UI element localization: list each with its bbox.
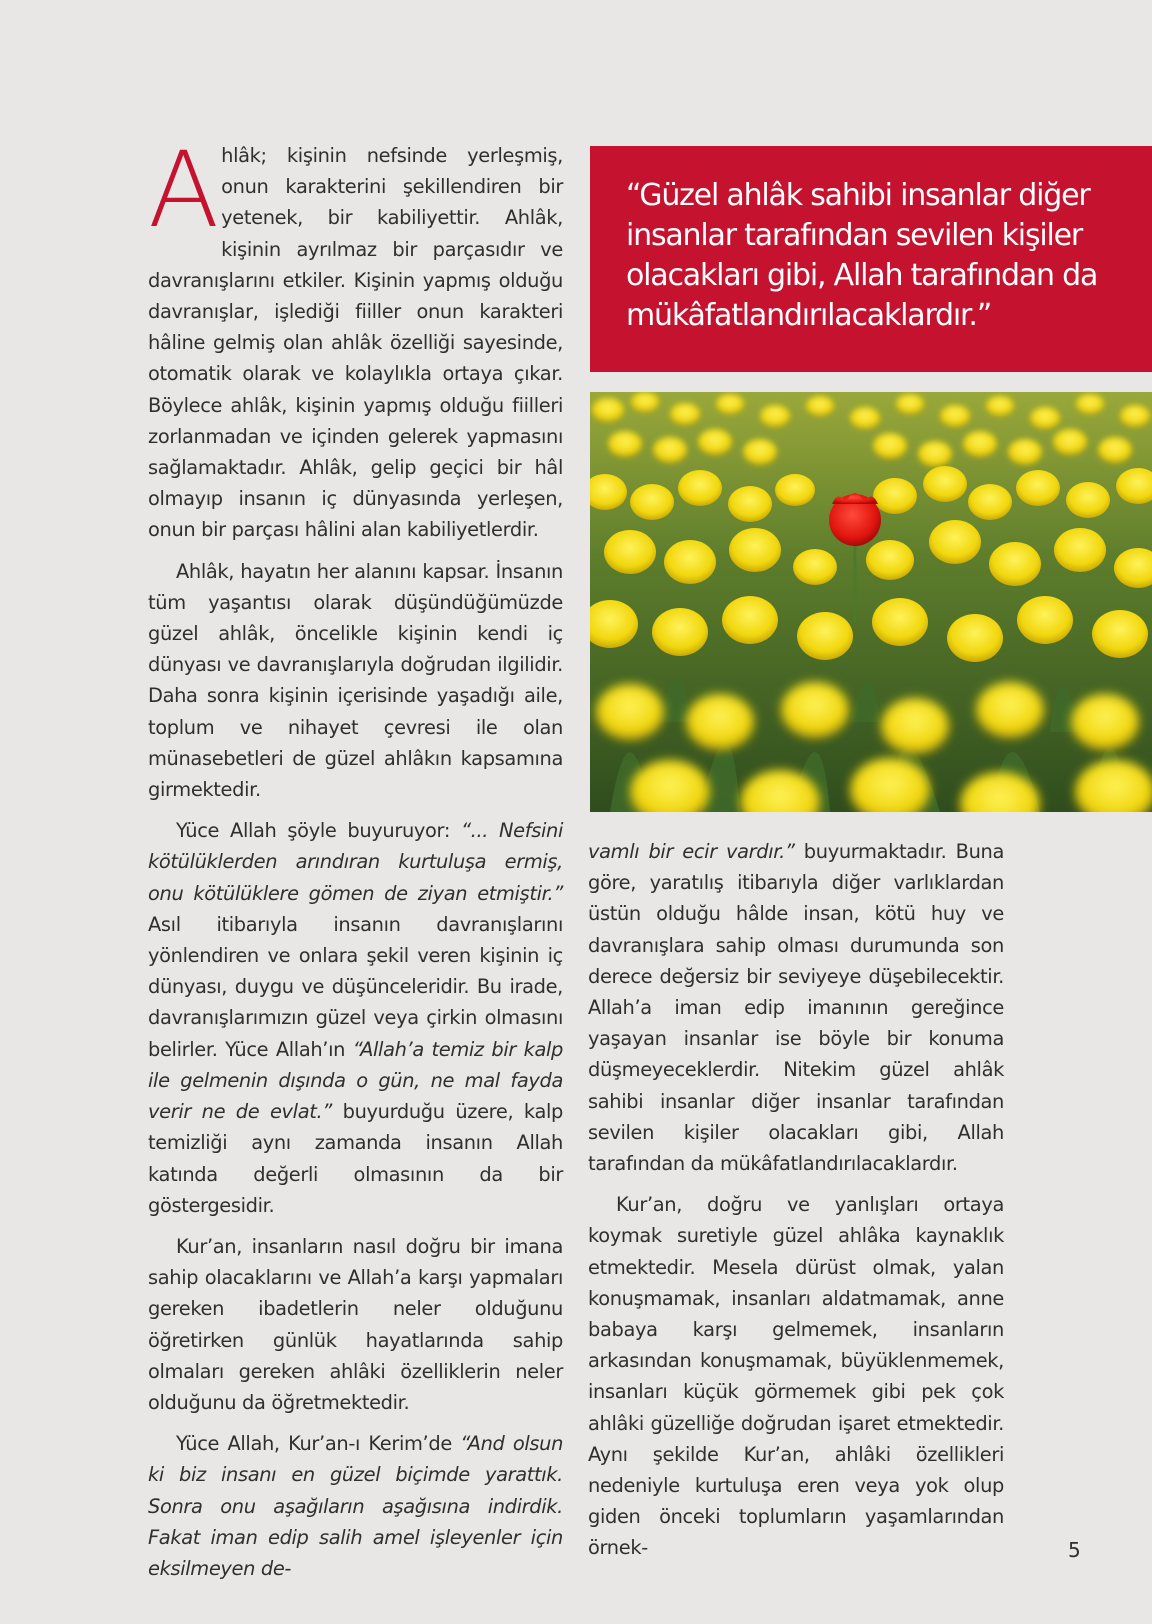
verse-quote-2: “Allah’a temiz bir kalp ile gelmenin dışında o gün, ne mal fayda verir ne de evlat.” xyxy=(148,1037,563,1124)
paragraph-6 xyxy=(588,836,1004,1179)
right-text-column xyxy=(588,836,1004,1574)
paragraph-3 xyxy=(148,815,563,1221)
paragraph-3-text-c: buyurduğu üzere, kalp temizliği aynı zamanda insanın Allah katında değerli olmasının da bir göstergesidir. xyxy=(148,1100,563,1217)
pull-quote-text: “Güzel ahlâk sahibi insanlar diğer insanlar tarafından sevilen kişiler olacakları gibi, Allah tarafından da mükâfatlandırılacaklardır.” xyxy=(626,178,1098,333)
verse-quote-1: “... Nefsini kötülüklerden arındıran kurtuluşa ermiş, onu kötülüklere gömen de ziyan etmiştir.” xyxy=(148,819,564,905)
tulip-field-photo xyxy=(590,392,1152,812)
page-number: 5 xyxy=(1068,1538,1081,1562)
paragraph-6-text: buyurmaktadır. Buna göre, yaratılış itibarıyla diğer varlıklardan üstün olduğu hâlde insan, kötü huy ve davranışlara sahip olması durumunda son derece değersiz bir seviyeye düşebilecektir. Allah’a iman edip imanının gereğince yaşayan insanlar ise böyle bir konuma düşmeyeceklerdir. Nitekim güzel ahlâk sahibi insanlar diğer insanlar tarafından sevilen kişiler olacakları gibi, Allah tarafından da mükâfatlandırılacaklardır. xyxy=(588,840,1004,1176)
paragraph-2: Ahlâk, hayatın her alanını kapsar. İnsanın tüm yaşantısı olarak düşündüğümüzde güzel ahlâk, öncelikle kişinin kendi iç dünyası ve davranışlarıyla doğrudan ilgilidir. Daha sonra kişinin içerisinde yaşadığı aile, toplum ve nihayet çevresi ile olan münasebetleri de güzel ahlâkın kapsamına girmektedir. xyxy=(148,559,563,802)
paragraph-5-text: Yüce Allah, Kur’an-ı Kerim’de xyxy=(176,1432,461,1456)
paragraph-5 xyxy=(148,1428,563,1584)
paragraph-4: Kur’an, insanların nasıl doğru bir imana sahip olacaklarını ve Allah’a karşı yapmaları gereken ibadetlerin neler olduğunu öğretirken günlük hayatlarında sahip olmaları gereken ahlâki özelliklerin neler olduğunu da öğretmektedir. xyxy=(148,1234,563,1414)
paragraph-3-text-a: Yüce Allah şöyle buyuruyor: xyxy=(176,819,461,843)
paragraph-intro xyxy=(148,129,563,546)
left-text-column xyxy=(148,129,564,1594)
verse-quote-3-end: vamlı bir ecir vardır.” xyxy=(588,840,795,863)
paragraph-3-text-b: Asıl itibarıyla insanın davranışlarını yönlendiren ve onlara şekil veren kişinin iç dünyası, duygu ve düşünceleridir. Bu irade, davranışlarımızın güzel veya çirkin olmasını belirler. Yüce Allah’ın xyxy=(148,912,563,1061)
tulip-field-image xyxy=(590,392,1152,812)
verse-quote-3: “And olsun ki biz insanı en güzel biçimde yarattık. Sonra onu aşağıların aşağısına indirdik. Fakat iman edip salih amel işleyenler için eksilmeyen de- xyxy=(148,1432,564,1580)
drop-cap: A xyxy=(148,129,218,251)
paragraph-7: Kur’an, doğru ve yanlışları ortaya koymak suretiyle güzel ahlâka kaynaklık etmektedir. Mesela dürüst olmak, yalan konuşmamak, insanları aldatmamak, anne babaya karşı gelmemek, insanların arkasından konuşmamak, büyüklenmemek, insanları küçük görmemek gibi pek çok ahlâki güzelliğe doğrudan işaret etmektedir. Aynı şekilde Kur’an, ahlâki özellikleri nedeniyle kurtuluşa eren veya yok olup giden önceki toplumların yaşamlarından örnek- xyxy=(588,1193,1004,1560)
paragraph-intro-text: hlâk; kişinin nefsinde yerleşmiş, onun karakterini şekillendiren bir yetenek, bir kabiliyettir. Ahlâk, kişinin ayrılmaz bir parçasıdır ve davranışlarını etkiler. Kişinin yapmış olduğu davranışlar, işlediği fiiller onun karakteri hâline gelmiş olan ahlâk özelliği sayesinde, otomatik olarak ve kolaylıkla ortaya çıkar. Böylece ahlâk, kişinin yapmış olduğu fiilleri zorlanmadan ve içinden gelerek yapmasını sağlamaktadır. Ahlâk, gelip geçici bir hâl olmayıp insanın iç dünyasında yerleşen, onun bir parçası hâlini alan kabiliyetlerdir. xyxy=(148,144,563,542)
pull-quote-box xyxy=(590,146,1152,372)
